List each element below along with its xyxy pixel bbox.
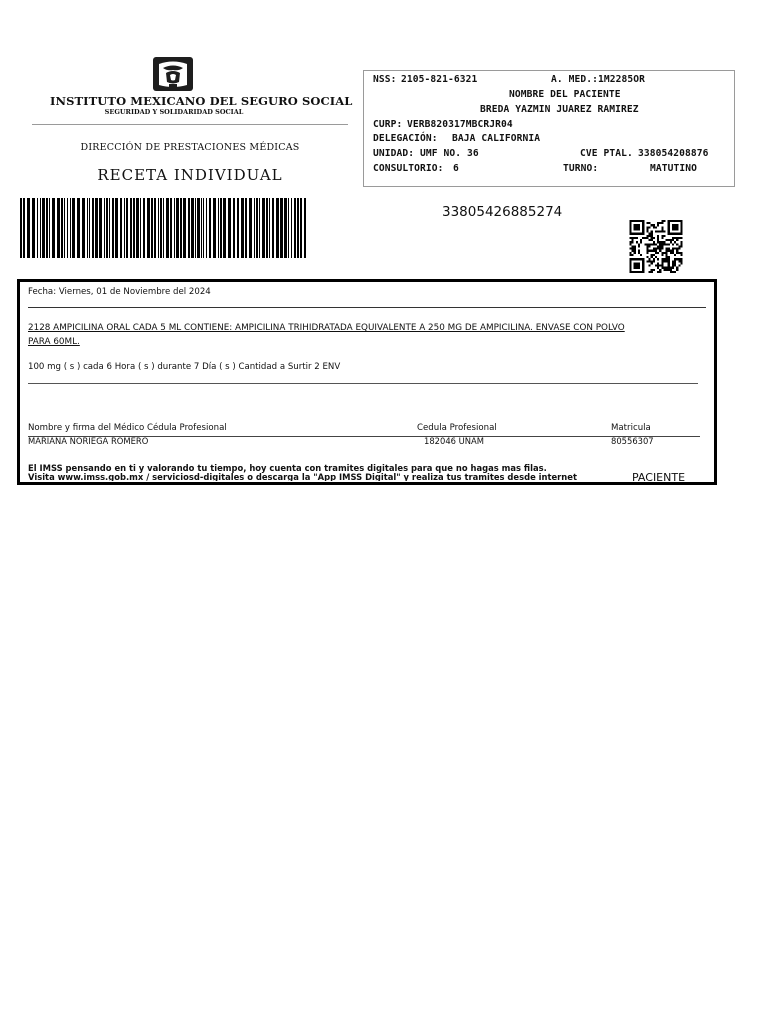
cve-ptal-label: CVE PTAL.	[580, 148, 633, 159]
delegacion-value: BAJA CALIFORNIA	[452, 133, 541, 144]
nss-value: 2105-821-6321	[401, 74, 478, 85]
digital-services-notice-cont: Visita www.imss.gob.mx / serviciosd-digitales o descarga la "App IMSS Digital" y realiza tus tramites desde internet	[28, 472, 577, 481]
divider	[28, 383, 698, 384]
curp-value: VERB820317MBCRJR04	[407, 119, 513, 130]
institution-name: INSTITUTO MEXICANO DEL SEGURO SOCIAL	[50, 94, 353, 108]
institution-subtitle: SEGURIDAD Y SOLIDARIDAD SOCIAL	[104, 108, 244, 116]
unidad-label: UNIDAD:	[373, 148, 415, 159]
department-title: DIRECCIÓN DE PRESTACIONES MÉDICAS	[80, 142, 300, 153]
medication-description-cont: PARA 60ML.	[28, 337, 80, 347]
cedula-header: Cedula Profesional	[417, 423, 497, 433]
folio-number: 33805426885274	[442, 204, 563, 220]
institution-logo	[50, 56, 353, 118]
header-divider	[32, 124, 348, 125]
consultorio-label: CONSULTORIO:	[373, 163, 444, 174]
doctor-header: Nombre y firma del Médico Cédula Profesional	[28, 423, 227, 433]
barcode-icon	[20, 198, 310, 258]
cedula-value: 182046 UNAM	[424, 436, 484, 446]
doctor-name: MARIANA NORIEGA ROMERO	[28, 436, 149, 446]
digital-services-notice: El IMSS pensando en ti y valorando tu tiempo, hoy cuenta con tramites digitales para que no hagas mas filas.	[28, 463, 547, 473]
matricula-value: 80556307	[611, 436, 654, 446]
qr-code-icon	[628, 220, 684, 273]
unidad-value: UMF NO. 36	[420, 148, 479, 159]
medication-description: 2128 AMPICILINA ORAL CADA 5 ML CONTIENE: AMPICILINA TRIHIDRATADA EQUIVALENTE A 250 MG DE AMPICILINA. ENVASE CON POLVO	[28, 323, 625, 333]
curp-label: CURP:	[373, 119, 403, 130]
consultorio-value: 6	[453, 163, 459, 174]
cve-ptal-value: 338054208876	[638, 148, 709, 159]
matricula-header: Matricula	[611, 423, 651, 433]
divider	[28, 307, 706, 308]
imss-eagle-emblem-icon	[152, 56, 194, 92]
patient-name-label: NOMBRE DEL PACIENTE	[509, 89, 621, 100]
dosage-instructions: 100 mg ( s ) cada 6 Hora ( s ) durante 7 Día ( s ) Cantidad a Surtir 2 ENV	[28, 362, 341, 372]
a-med-label: A. MED.:	[551, 74, 599, 85]
patient-name: BREDA YAZMIN JUAREZ RAMIREZ	[480, 104, 639, 115]
a-med-value: 1M2285OR	[598, 74, 646, 85]
nss-label: NSS:	[373, 74, 397, 85]
turno-value: MATUTINO	[650, 163, 698, 174]
document-title: RECETA INDIVIDUAL	[97, 166, 283, 184]
patient-info-box	[363, 70, 735, 187]
turno-label: TURNO:	[563, 163, 599, 174]
prescription-date: Fecha: Viernes, 01 de Noviembre del 2024	[28, 287, 211, 297]
copy-label: PACIENTE	[632, 471, 686, 482]
prescription-box	[17, 279, 717, 485]
delegacion-label: DELEGACIÓN:	[373, 133, 438, 144]
